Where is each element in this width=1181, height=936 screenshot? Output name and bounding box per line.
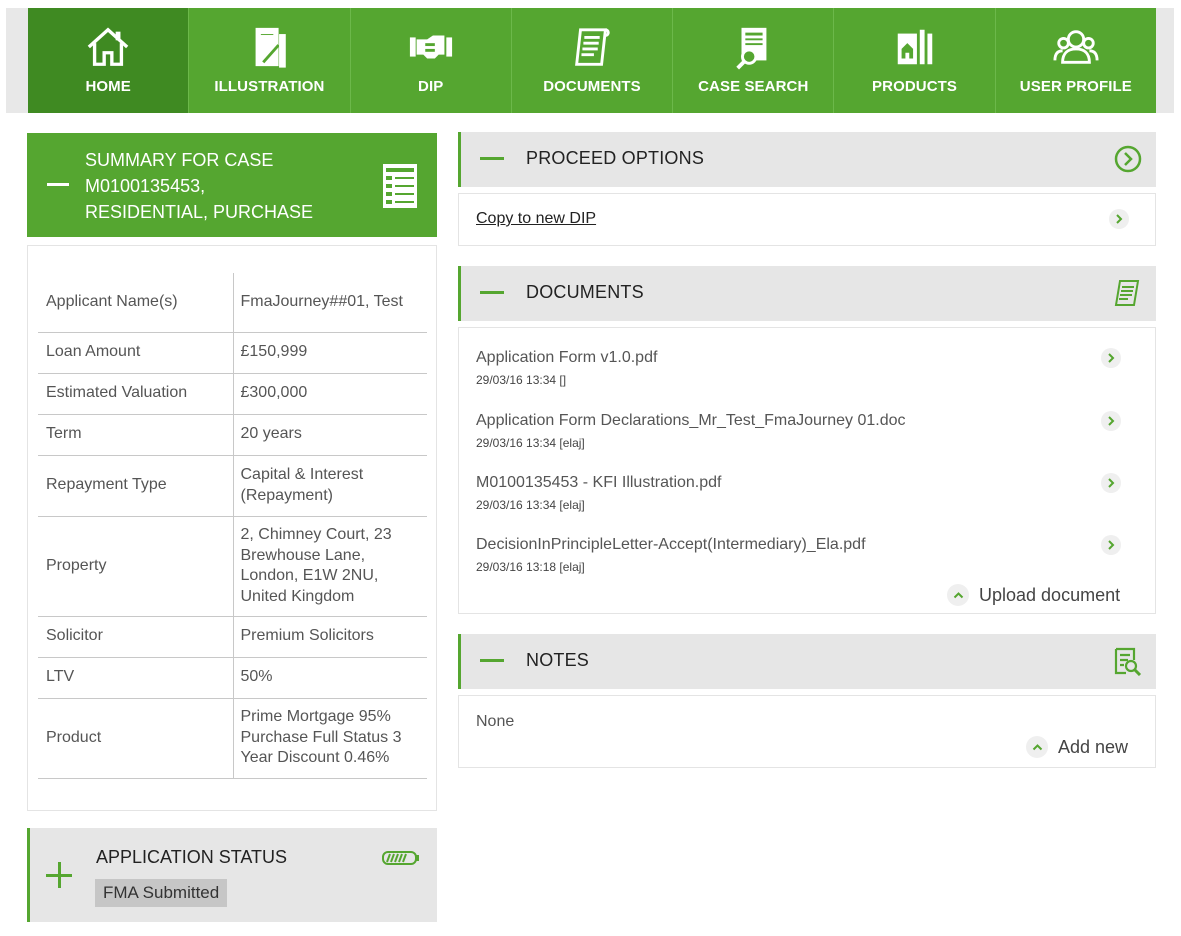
collapse-minus-icon[interactable] — [480, 291, 504, 294]
row-value: 50% — [233, 657, 427, 698]
list-item[interactable] — [476, 474, 1136, 512]
nav-item-home[interactable] — [28, 8, 189, 113]
table-row — [38, 414, 427, 455]
chevron-right-icon[interactable] — [1109, 209, 1129, 229]
case-search-icon — [725, 22, 781, 72]
list-item[interactable] — [476, 412, 1136, 450]
nav-label-case-search: CASE SEARCH — [698, 78, 809, 95]
table-row — [38, 616, 427, 657]
chevron-right-icon[interactable] — [1101, 411, 1121, 431]
notes-title: NOTES — [526, 650, 590, 670]
chevron-up-icon — [947, 584, 969, 606]
documents-title: DOCUMENTS — [526, 282, 644, 302]
copy-to-new-dip-link[interactable]: Copy to new DIP — [476, 210, 597, 227]
summary-title-line2: M0100135453, — [85, 176, 206, 196]
application-status-title: APPLICATION STATUS — [96, 847, 288, 867]
products-icon — [887, 22, 943, 72]
nav-item-dip[interactable] — [351, 8, 512, 113]
summary-title — [85, 147, 375, 225]
list-item[interactable] — [476, 536, 1136, 574]
row-label: Term — [38, 414, 233, 455]
nav-item-documents[interactable] — [512, 8, 673, 113]
top-nav — [28, 8, 1156, 113]
row-value: FmaJourney##01, Test — [233, 273, 427, 332]
documents-header[interactable] — [458, 266, 1156, 321]
table-row — [38, 273, 427, 332]
table-row — [38, 698, 427, 778]
status-badge: FMA Submitted — [95, 879, 227, 907]
add-new-note-button[interactable] — [1026, 736, 1128, 758]
home-icon — [80, 22, 136, 72]
row-value: 20 years — [233, 414, 427, 455]
chevron-up-icon — [1026, 736, 1048, 758]
notes-header[interactable] — [458, 634, 1156, 689]
chevron-right-icon[interactable] — [1101, 535, 1121, 555]
nav-item-user-profile[interactable] — [996, 8, 1156, 113]
summary-title-line3: RESIDENTIAL, PURCHASE — [85, 202, 314, 222]
expand-plus-icon[interactable] — [46, 862, 74, 890]
nav-label-dip: DIP — [418, 78, 444, 95]
list-item[interactable] — [476, 349, 1136, 387]
arrow-circle-right-icon[interactable] — [1114, 145, 1142, 173]
document-meta: 29/03/16 13:34 [elaj] — [476, 436, 585, 450]
notes-body — [458, 695, 1156, 768]
progress-battery-icon — [382, 851, 420, 865]
chevron-right-icon[interactable] — [1101, 348, 1121, 368]
proceed-options-title: PROCEED OPTIONS — [526, 148, 705, 168]
collapse-minus-icon[interactable] — [480, 659, 504, 662]
table-row — [38, 373, 427, 414]
add-new-label: Add new — [1058, 736, 1129, 757]
documents-body — [458, 327, 1156, 614]
top-nav-background — [6, 8, 1174, 113]
row-label: Property — [38, 516, 233, 616]
document-name[interactable]: DecisionInPrincipleLetter-Accept(Intermediary)_Ela.pdf — [476, 536, 866, 553]
summary-details-box — [27, 245, 437, 811]
row-value: Premium Solicitors — [233, 616, 427, 657]
nav-label-user-profile: USER PROFILE — [1019, 78, 1132, 95]
nav-label-documents: DOCUMENTS — [543, 78, 641, 95]
proceed-options-body — [458, 193, 1156, 246]
row-label: Loan Amount — [38, 332, 233, 373]
documents-scroll-icon — [1112, 278, 1142, 308]
row-value: Prime Mortgage 95% Purchase Full Status 3 Year Discount 0.46% — [233, 698, 427, 778]
row-label: Repayment Type — [38, 455, 233, 516]
document-meta: 29/03/16 13:34 [] — [476, 373, 567, 387]
row-label: Product — [38, 698, 233, 778]
dip-handshake-icon — [403, 22, 459, 72]
document-name[interactable]: M0100135453 - KFI Illustration.pdf — [476, 474, 722, 491]
nav-item-products[interactable] — [834, 8, 995, 113]
nav-label-illustration: ILLUSTRATION — [214, 78, 325, 95]
chevron-right-icon[interactable] — [1101, 473, 1121, 493]
row-label: LTV — [38, 657, 233, 698]
row-value: 2, Chimney Court, 23 Brewhouse Lane, London, E1W 2NU, United Kingdom — [233, 516, 427, 616]
collapse-minus-icon[interactable] — [480, 157, 504, 160]
checklist-icon — [382, 163, 418, 209]
illustration-icon — [241, 22, 297, 72]
summary-table — [38, 273, 427, 779]
document-meta: 29/03/16 13:18 [elaj] — [476, 560, 585, 574]
summary-header[interactable] — [27, 133, 437, 237]
document-name[interactable]: Application Form v1.0.pdf — [476, 349, 658, 366]
nav-label-home: HOME — [85, 78, 131, 95]
document-name[interactable]: Application Form Declarations_Mr_Test_FmaJourney 01.doc — [476, 412, 906, 429]
row-value: £150,999 — [233, 332, 427, 373]
notes-edit-icon — [1112, 646, 1142, 676]
row-value: Capital & Interest (Repayment) — [233, 455, 427, 516]
table-row — [38, 332, 427, 373]
notes-text: None — [476, 713, 515, 730]
document-meta: 29/03/16 13:34 [elaj] — [476, 498, 585, 512]
nav-item-case-search[interactable] — [673, 8, 834, 113]
documents-icon — [564, 22, 620, 72]
table-row — [38, 455, 427, 516]
row-label: Estimated Valuation — [38, 373, 233, 414]
row-value: £300,000 — [233, 373, 427, 414]
proceed-options-header[interactable] — [458, 132, 1156, 187]
collapse-minus-icon[interactable] — [47, 183, 69, 186]
table-row — [38, 516, 427, 616]
upload-document-button[interactable] — [947, 584, 1120, 606]
row-label: Solicitor — [38, 616, 233, 657]
application-status-panel[interactable] — [27, 828, 437, 922]
upload-document-label: Upload document — [979, 584, 1121, 605]
user-profile-icon — [1048, 22, 1104, 72]
nav-item-illustration[interactable] — [189, 8, 350, 113]
table-row — [38, 657, 427, 698]
nav-label-products: PRODUCTS — [872, 78, 958, 95]
summary-title-line1: SUMMARY FOR CASE — [85, 150, 274, 170]
row-label: Applicant Name(s) — [38, 273, 233, 332]
